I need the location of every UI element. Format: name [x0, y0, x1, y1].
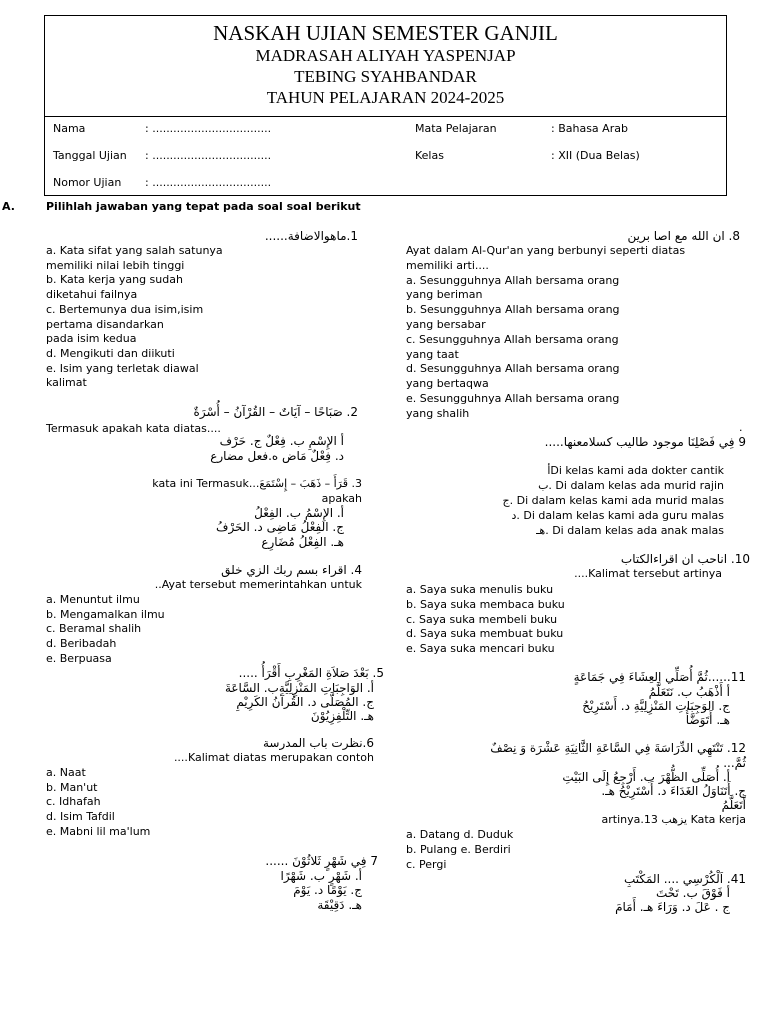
q10-option: a. Saya suka menulis buku [406, 583, 554, 596]
school-location: TEBING SYAHBANDAR [294, 67, 477, 86]
q10-option: d. Saya suka membuat buku [406, 627, 564, 641]
q4-option: c. Beramal shalih [46, 622, 142, 636]
q8-option-line: yang taat [406, 347, 459, 361]
q12-options-row3: أَتَعَلَّمُ [721, 798, 746, 812]
q13-options-row2: b. Pulang e. Berdiri [406, 843, 511, 856]
exam-header [44, 15, 727, 196]
q3-options-row1: أ. الإِسْمُ ب. الفِعْلُ [254, 506, 344, 520]
q9-option: Di kelas kami ada dokter cantikأ [547, 464, 724, 477]
q6-option: a. Naat [46, 766, 86, 779]
q12-options-row2: ج. أَتَنَاوَلُ الغَدَاءَ د. أَسْتَرِيْحُ هـ. [601, 784, 746, 798]
q10-option: e. Saya suka mencari buku [406, 642, 555, 656]
q1-option-line: memiliki nilai lebih tinggi [46, 258, 185, 272]
q10-prompt: Kalimat tersebut artinya.... [574, 567, 722, 580]
q11-options-row2: ج. الوَجِبَاتِ المَنْزِلِيَّةِ د. أَسْتَرِيْحُ [582, 699, 730, 713]
q6-question: 6.نظرت باب المدرسة [263, 736, 374, 750]
q8-option-line: e. Sesungguhnya Allah bersama orang [406, 392, 620, 405]
q1-option-line: a. Kata sifat yang salah satunya [46, 244, 223, 257]
q13-options-row3: c. Pergi [406, 858, 447, 871]
section-letter: A. [2, 200, 15, 213]
q5-options-row1: أ. الوَاجِبَاتِ المَنْزِلِيَّةِب. السَّاعَةَ [224, 681, 374, 695]
q1-option-line: pertama disandarkan [46, 317, 164, 331]
nomor-field[interactable]: : .................................. [145, 176, 272, 189]
mapel-label: Mata Pelajaran [415, 122, 497, 135]
q5-options-row2: ج. المُصَلَّى د. القُرآنُ الكَرِيْمِ [236, 695, 374, 709]
q12-question: 12. تَنْتَهِي الدِّرَاسَةَ فِي السَّاعَةِ الثَّانِيَةِ عَشْرَة وَ نِصْفٌ [490, 741, 746, 755]
q3-options-row2: ج. الفِعْلُ مَاضِى د. الحَرْفُ [216, 520, 344, 534]
q1-option-line: pada isim kedua [46, 332, 137, 346]
q6-option: c. Idhafah [46, 795, 101, 809]
q8-trailing-dot: . [739, 421, 743, 434]
q7-options-row2: ج. يَوْمًا د. يَوْمَ [293, 883, 362, 897]
q4-question: 4. اقراء بسم ربك الزي خلق [221, 563, 362, 577]
q1-option-line: b. Kata kerja yang sudah [46, 273, 183, 287]
q8-option-line: d. Sesungguhnya Allah bersama orang [406, 362, 620, 376]
q8-option-line: b. Sesungguhnya Allah bersama orang [406, 303, 620, 317]
q5-options-row3: هـ. التِّلْفِزِيُوْنَ [310, 709, 374, 723]
q2-question: 2. صَبَاحًا – آيَاتٌ – القُرْآنُ – أُسْرَةٌ [193, 405, 358, 419]
q6-option: b. Man'ut [46, 780, 98, 794]
q6-option: d. Isim Tafdil [46, 810, 115, 824]
q1-option-line: c. Bertemunya dua isim,isim [46, 302, 204, 316]
mapel-value: : Bahasa Arab [551, 122, 628, 135]
q13-question: Kata kerja يزهب artinya.13 [601, 813, 746, 826]
q8-option-line: yang bersabar [406, 318, 486, 331]
q11-options-row1: أ أَذْهَبُ ب. نَتَعَلَّمُ [648, 685, 730, 699]
q8-option-line: memiliki arti.... [406, 258, 489, 272]
q1-option-line: e. Isim yang terletak diawal [46, 361, 199, 375]
q9-option: Di dalam kelas ada anak malas .هـ [536, 524, 724, 537]
q11-options-row3: هـ. أَتَوَضَّأُ [685, 713, 730, 727]
q2-prompt: Termasuk apakah kata diatas.... [46, 422, 221, 435]
q8-option-line: Ayat dalam Al-Qur'an yang berbunyi seperti diatas [406, 244, 686, 257]
q8-question: 8. ان الله مع اصا برين [627, 229, 740, 243]
q6-option: e. Mabni lil ma'lum [46, 824, 151, 838]
q9-option: Di dalam kelas kami ada guru malas .د [511, 509, 724, 522]
q8-option-line: a. Sesungguhnya Allah bersama orang [406, 273, 620, 287]
q9-question: 9 فِي فَصْلِنَا موجود طاليب كسلامعنها..... [544, 435, 746, 449]
q9-option: Di dalam kelas kami ada murid malas .ج [502, 494, 724, 507]
nama-field[interactable]: : .................................. [145, 122, 272, 135]
school-name: MADRASAH ALIYAH YASPENJAP [255, 46, 516, 65]
q2-options-row1: أ الإِسْمِ ب. فِعْلٌ ج. حَرْف [219, 434, 344, 448]
q1-question: 1.ماهوالاضافة...... [264, 229, 358, 243]
nomor-label: Nomor Ujian [53, 176, 122, 189]
q4-option: a. Menuntut ilmu [46, 593, 140, 606]
q8-option-line: yang beriman [406, 288, 483, 302]
kelas-value: : XII (Dua Belas) [551, 149, 640, 162]
q10-option: b. Saya suka membaca buku [406, 597, 565, 611]
tanggal-label: Tanggal Ujian [53, 149, 127, 162]
q10-question: 10. اناحب ان اقراءالكتاب [620, 552, 750, 566]
q12-options-row1: أ. أُصَلِّى الظُّهْرَ ب. أَرْجِعُ إِلَى البَيْتِ [562, 770, 730, 784]
section-instruction: Pilihlah jawaban yang tepat pada soal soal berikut [46, 200, 361, 213]
q3-question: 3. قَرَأَ – ذَهَبَ – إِسْتَمَعَ...kata ini Termasuk [152, 477, 362, 490]
q12-continuation: ثُمَّ... [723, 756, 746, 770]
q4-option: e. Berpuasa [46, 651, 112, 665]
academic-year: TAHUN PELAJARAN 2024-2025 [266, 88, 505, 107]
q4-option: b. Mengamalkan ilmu [46, 607, 165, 621]
nama-label: Nama [53, 122, 86, 135]
q11-question: 11......ثُمَّ أُصَلِّي العِشَاءَ فِي جَمَاعَةٍ [573, 670, 746, 684]
q8-option-line: yang bertaqwa [406, 377, 489, 391]
q1-option-line: diketahui failnya [46, 288, 138, 302]
q4-prompt: Ayat tersebut memerintahkan untuk.. [154, 578, 362, 591]
q14-question: 41. اَلْكُرْسِي .... المَكْتَبِ [623, 872, 746, 886]
kelas-label: Kelas [415, 149, 444, 162]
q9-option: Di dalam kelas ada murid rajin .ب [538, 479, 724, 492]
q8-option-line: c. Sesungguhnya Allah bersama orang [406, 332, 619, 346]
title-block [45, 16, 726, 117]
q6-prompt: Kalimat diatas merupakan contoh.... [173, 751, 374, 764]
q14-options-row1: أ فَوْقَ ب. تَحْتَ [655, 886, 730, 900]
q3-prompt: apakah [321, 492, 362, 505]
q10-option: c. Saya suka membeli buku [406, 612, 558, 626]
q13-options-row1: a. Datang d. Duduk [406, 828, 514, 841]
q1-option-line: d. Mengikuti dan diikuti [46, 346, 175, 360]
q3-options-row3: هـ. الفِعْلُ مُضَارِع [261, 535, 344, 549]
q1-option-line: kalimat [46, 376, 87, 390]
q8-option-line: yang shalih [406, 406, 470, 420]
q7-question: 7 فِي شَهْرٍ ثَلاثُوْنَ ...... [265, 854, 378, 868]
q7-options-row1: أ. شَهْرٍ ب. شَهْرًا [280, 869, 362, 883]
q5-question: 5. بَعْدَ صَلاَةِ المَغْرِبِ أَقْرَأُ ..... [238, 666, 384, 680]
q2-options-row2: د. فِعْلٌ مَاض ه.فعل مضارع [210, 449, 344, 463]
q4-option: d. Beribadah [46, 637, 117, 651]
exam-title: NASKAH UJIAN SEMESTER GANJIL [213, 21, 558, 45]
q14-options-row2: ج . عَلَ د. وَرَاءَ هـ. أَمَامَ [615, 900, 730, 914]
tanggal-field[interactable]: : .................................. [145, 149, 272, 162]
q7-options-row3: هـ. دَقِيْقَة [317, 898, 362, 912]
